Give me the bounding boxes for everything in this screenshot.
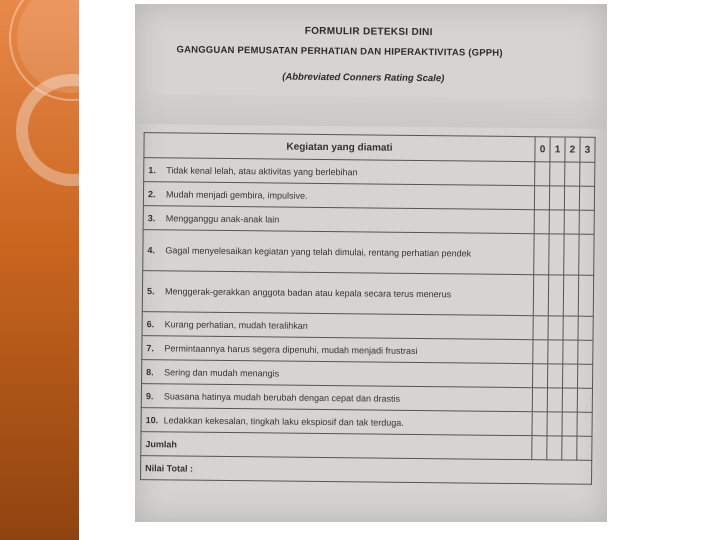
table-row bbox=[142, 271, 593, 317]
score-cell bbox=[532, 412, 547, 436]
table-row bbox=[143, 230, 594, 276]
score-cell bbox=[562, 388, 577, 412]
score-cell bbox=[562, 436, 577, 460]
score-cell bbox=[564, 186, 579, 210]
total-label: Jumlah bbox=[141, 432, 532, 460]
score-cell bbox=[535, 162, 550, 186]
item-number: 10. bbox=[145, 414, 159, 425]
decorative-sidebar bbox=[0, 0, 79, 540]
score-cell bbox=[562, 412, 577, 436]
score-cell bbox=[547, 388, 562, 412]
screening-form bbox=[135, 4, 607, 522]
score-cell bbox=[578, 364, 593, 388]
form-title: FORMULIR DETEKSI DINI bbox=[304, 25, 433, 39]
item-number: 2. bbox=[147, 188, 156, 199]
score-cell bbox=[548, 340, 563, 364]
item-text: Permintaannya harus segera dipenuhi, mudah menjadi frustrasi bbox=[164, 342, 418, 356]
score-cell bbox=[564, 234, 579, 275]
item-number: 1. bbox=[148, 164, 156, 175]
item-number: 4. bbox=[147, 245, 155, 256]
score-cell bbox=[564, 210, 579, 234]
score-cell bbox=[563, 316, 578, 340]
score-cell bbox=[579, 234, 594, 275]
item-cell bbox=[142, 271, 533, 316]
form-heading: GANGGUAN PEMUSATAN PERHATIAN DAN HIPERAKTIVITAS (GPPH) bbox=[176, 44, 503, 59]
score-cell bbox=[534, 210, 549, 234]
rating-table bbox=[140, 132, 596, 485]
item-number: 7. bbox=[146, 342, 154, 353]
score-cell bbox=[563, 340, 578, 364]
activity-column-header: Kegiatan yang diamati bbox=[144, 133, 535, 162]
decorative-circles-graphic bbox=[0, 0, 79, 200]
score-cell bbox=[549, 210, 564, 234]
item-text: Gagal menyelesaikan kegiatan yang telah dimulai, rentang perhatian pendek bbox=[165, 245, 472, 259]
item-number: 6. bbox=[146, 318, 155, 329]
score-cell bbox=[577, 436, 592, 460]
score-cell bbox=[550, 162, 565, 186]
score-cell bbox=[532, 436, 547, 460]
item-number: 9. bbox=[145, 390, 154, 401]
score-cell bbox=[533, 364, 548, 388]
item-text: Sering dan mudah menangis bbox=[164, 366, 280, 379]
document-photo bbox=[135, 4, 607, 522]
score-header-2: 2 bbox=[565, 137, 580, 162]
score-cell bbox=[578, 316, 593, 340]
score-cell bbox=[548, 364, 563, 388]
score-cell bbox=[563, 275, 578, 316]
item-text: Mengganggu anak-anak lain bbox=[165, 212, 280, 225]
item-text: Suasana hatinya mudah berubah dengan cepat dan drastis bbox=[163, 390, 401, 404]
score-cell bbox=[532, 388, 547, 412]
score-cell bbox=[579, 186, 594, 210]
score-cell bbox=[534, 186, 549, 210]
item-number: 3. bbox=[147, 212, 156, 223]
score-header-0: 0 bbox=[535, 137, 550, 162]
score-total-label: Nilai Total : bbox=[141, 456, 592, 485]
item-text: Menggerak-gerakkan anggota badan atau kepala secara terus menerus bbox=[164, 286, 452, 300]
item-cell bbox=[143, 230, 534, 275]
score-total-row bbox=[141, 456, 592, 485]
form-subtitle: (Abbreviated Conners Rating Scale) bbox=[282, 71, 445, 85]
score-cell bbox=[534, 234, 549, 275]
score-cell bbox=[533, 340, 548, 364]
score-header-1: 1 bbox=[550, 137, 565, 162]
score-cell bbox=[563, 364, 578, 388]
score-cell bbox=[579, 210, 594, 234]
score-cell bbox=[547, 412, 562, 436]
score-cell bbox=[548, 275, 563, 316]
item-number: 5. bbox=[146, 286, 155, 297]
faded-text-area bbox=[135, 94, 606, 129]
score-cell bbox=[578, 340, 593, 364]
score-header-3: 3 bbox=[580, 137, 595, 162]
item-text: Tidak kenal lelah, atau aktivitas yang berlebihan bbox=[166, 164, 358, 177]
item-text: Mudah menjadi gembira, impulsive. bbox=[165, 188, 308, 201]
score-cell bbox=[578, 275, 593, 316]
score-cell bbox=[577, 412, 592, 436]
item-text: Kurang perhatian, mudah teralihkan bbox=[164, 318, 308, 331]
score-cell bbox=[533, 275, 548, 316]
score-cell bbox=[580, 162, 595, 186]
item-number: 8. bbox=[146, 366, 154, 377]
score-cell bbox=[565, 162, 580, 186]
score-cell bbox=[577, 388, 592, 412]
score-cell bbox=[547, 436, 562, 460]
score-cell bbox=[549, 186, 564, 210]
item-text: Ledakkan kekesalan, tingkah laku ekspiosif dan tak terduga. bbox=[163, 414, 404, 428]
score-cell bbox=[533, 316, 548, 340]
score-cell bbox=[549, 234, 564, 275]
score-cell bbox=[548, 316, 563, 340]
